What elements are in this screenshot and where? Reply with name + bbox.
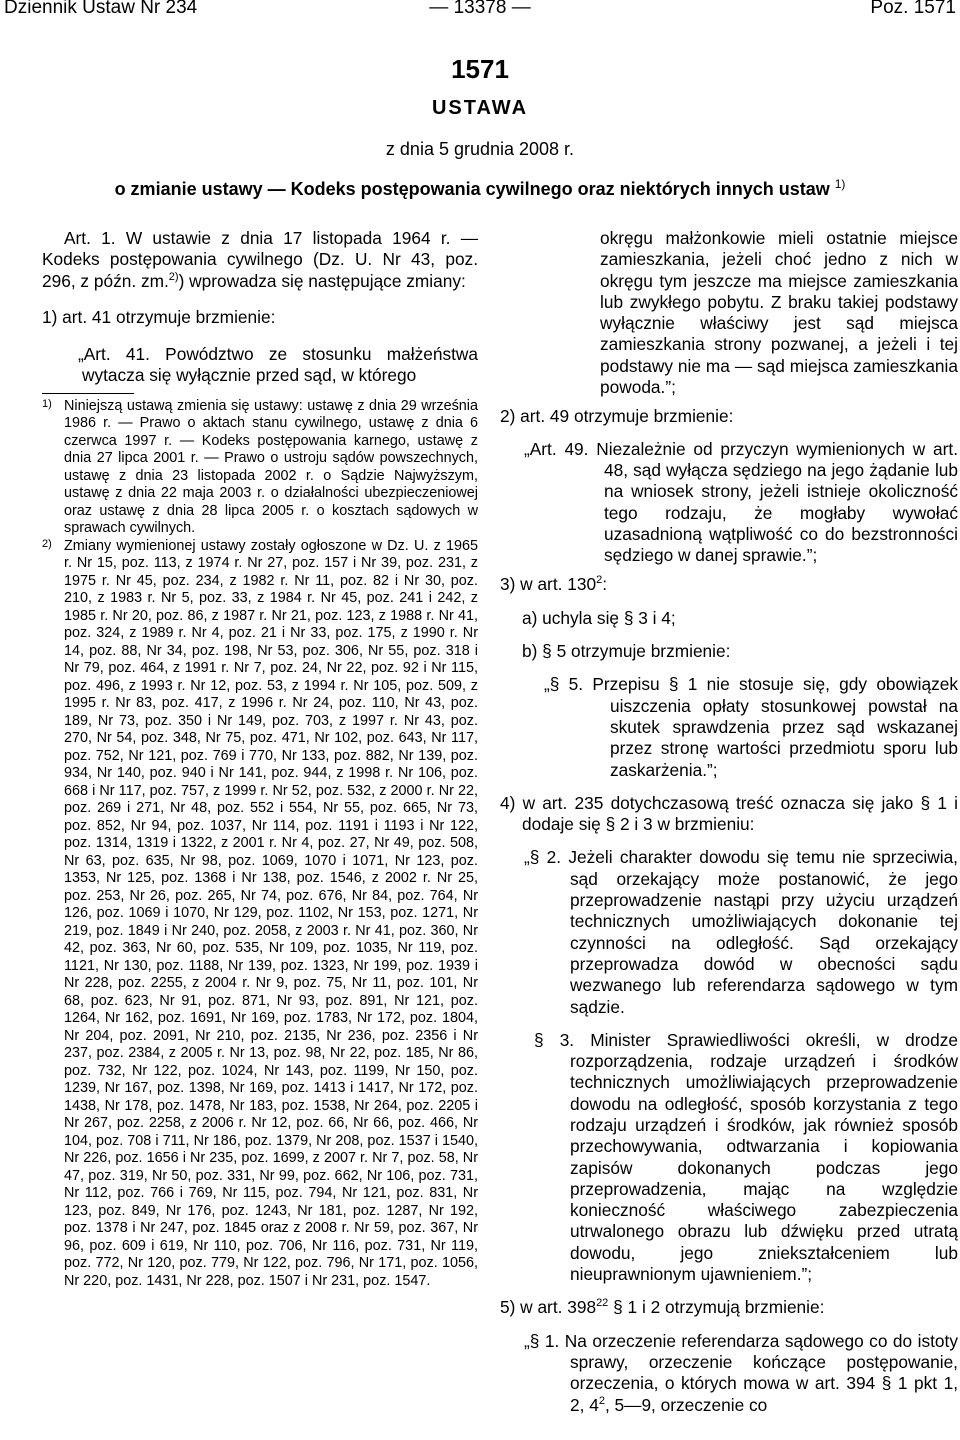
point-4: 4) w art. 235 dotychczasową treść oznacza się jako § 1 i dodaje się § 2 i 3 w brzmieniu: — [500, 792, 958, 835]
paragraph-1-text: Na orzeczenie referendarza sądowego co do istoty sprawy, orzeczenie kończące postępowanie, orzeczenia, o których mowa w art. 394 § 1 pkt 1, 2, 4 — [564, 1330, 958, 1415]
article-49-text: Niezależnie od przyczyn wymienionych w art. 48, sąd wyłącza sędziego na jego żądanie lub na wniosek strony, jeżeli istnieje okoliczność tego rodzaju, że mogłaby wywołać uzasadnioną wątpliwość co do bezstronności sędziego w danej sprawie.”; — [596, 438, 958, 566]
paragraph-2-text: Jeżeli charakter dowodu się temu nie sprzeciwia, sąd orzekający może postanowić, że jego przeprowadzenie nastąpi przy użyciu urządzeń technicznych umożliwiających dokonanie tej czynności na odległość. Sąd orzekający przeprowadza dowód w obecności sądu wezwanego lub referendarza sądowego w tym sądzie. — [568, 847, 958, 1017]
subject-footnote-ref: 1) — [834, 177, 846, 191]
article-1-text: Art. 1. W ustawie z dnia 17 listopada 1964 r. — Kodeks postępowania cywilnego (Dz. U. Nr 43, poz. 296, z późn. zm. — [42, 228, 478, 291]
position-number: Poz. 1571 — [870, 0, 956, 18]
paragraph-3-quote — [500, 1030, 958, 1286]
paragraph-2-quote — [500, 847, 958, 1017]
paragraph-1-quote — [500, 1331, 958, 1416]
article-1 — [42, 228, 478, 292]
act-number: 1571 — [451, 54, 509, 84]
footnote-2-mark: 2) — [42, 537, 52, 550]
left-column — [42, 228, 478, 1290]
paragraph-1-sup: 2 — [598, 1394, 605, 1407]
paragraph-5-label: „§ 5. — [544, 674, 584, 695]
page-number: — 13378 — — [429, 0, 531, 18]
paragraph-1-label: „§ 1. — [524, 1330, 560, 1351]
footnote-1-mark: 1) — [42, 397, 52, 410]
footnote-1 — [42, 398, 478, 538]
footnote-2 — [42, 538, 478, 1291]
point-5-end: § 1 i 2 otrzymują brzmienie: — [608, 1297, 825, 1318]
act-date: z dnia 5 grudnia 2008 r. — [385, 139, 575, 159]
footnote-2-text: Zmiany wymienionej ustawy zostały ogłoszone w Dz. U. z 1965 r. Nr 15, poz. 113, z 1974 r. Nr 27, poz. 157 i Nr 39, poz. 231, z 1975 r. Nr 45, poz. 234, z 1982 r. Nr 11, poz. 82 i Nr 30, poz. 210, z 1983 r. Nr 5, poz. 33, z 1984 r. Nr 45, poz. 241 i 242, z 1985 r. Nr 20, poz. 86, z 1987 r. Nr 21, poz. 123, z 1988 r. Nr 41, poz. 324, z 1989 r. Nr 4, poz. 21 i Nr 33, poz. 175, z 1990 r. Nr 14, poz. 88, Nr 34, poz. 198, Nr 53, poz. 306, Nr 55, poz. 318 i Nr 79, poz. 464, z 1991 r. Nr 7, poz. 24, Nr 22, poz. 92 i Nr 115, poz. 496, z 1993 r. Nr 12, poz. 53, z 1994 r. Nr 105, poz. 509, z 1995 r. Nr 83, poz. 417, z 1996 r. Nr 24, poz. 110, Nr 43, poz. 189, Nr 73, poz. 350 i Nr 149, poz. 703, z 1997 r. Nr 43, poz. 270, Nr 54, poz. 348, Nr 75, poz. 471, Nr 102, poz. 643, Nr 117, poz. 752, Nr 121, poz. 769 i 770, Nr 133, poz. 882, Nr 139, poz. 934, Nr 140, poz. 940 i Nr 141, poz. 944, z 1998 r. Nr 106, poz. 668 i Nr 117, poz. 757, z 1999 r. Nr 52, poz. 532, z 2000 r. Nr 22, poz. 269 i 271, Nr 48, poz. 552 i 554, Nr 55, poz. 665, Nr 73, poz. 852, Nr 94, poz. 1037, Nr 114, poz. 1191 i 1193 i Nr 122, poz. 1314, 1319 i 1322, z 2001 r. Nr 4, poz. 27, Nr 49, poz. 508, Nr 63, poz. 635, Nr 98, poz. 1069, 1070 i 1071, Nr 123, poz. 1353, Nr 125, poz. 1368 i Nr 138, poz. 1546, z 2002 r. Nr 25, poz. 253, Nr 26, poz. 265, Nr 74, poz. 676, Nr 84, poz. 764, Nr 126, poz. 1069 i 1070, Nr 129, poz. 1102, Nr 153, poz. 1271, Nr 219, poz. 1849 i Nr 240, poz. 2058, z 2003 r. Nr 41, poz. 360, Nr 42, poz. 363, Nr 60, poz. 535, Nr 109, poz. 1035, Nr 119, poz. 1121, Nr 130, poz. 1188, Nr 139, poz. 1323, Nr 199, poz. 1939 i Nr 228, poz. 2255, z 2004 r. Nr 9, poz. 75, Nr 11, poz. 101, Nr 68, poz. 623, Nr 91, poz. 871, Nr 93, poz. 891, Nr 121, poz. 1264, Nr 162, poz. 1691, Nr 169, poz. 1783, Nr 172, poz. 1804, Nr 204, poz. 2091, Nr 210, poz. 2135, Nr 236, poz. 2356 i Nr 237, poz. 2384, z 2005 r. Nr 13, poz. 98, Nr 22, poz. 185, Nr 86, poz. 732, Nr 122, poz. 1024, Nr 143, poz. 1199, Nr 150, poz. 1239, Nr 167, poz. 1398, Nr 169, poz. 1413 i 1417, Nr 172, poz. 1438, Nr 178, poz. 1478, Nr 183, poz. 1538, Nr 264, poz. 2205 i Nr 267, poz. 2258, z 2006 r. Nr 12, poz. 66, Nr 66, poz. 466, Nr 104, poz. 708 i 711, Nr 186, poz. 1379, Nr 208, poz. 1537 i 1540, Nr 226, poz. 1656 i Nr 235, poz. 1699, z 2007 r. Nr 7, poz. 58, Nr 47, poz. 319, Nr 50, poz. 331, Nr 99, poz. 662, Nr 106, poz. 731, Nr 112, poz. 766 i 769, Nr 115, poz. 794, Nr 121, poz. 831, Nr 123, poz. 849, Nr 176, poz. 1243, Nr 181, poz. 1287, Nr 192, poz. 1378 i Nr 247, poz. 1845 oraz z 2008 r. Nr 59, poz. 367, Nr 96, poz. 609 i 619, Nr 110, poz. 706, Nr 116, poz. 731, Nr 119, poz. 772, Nr 120, poz. 779, Nr 122, poz. 796, Nr 171, poz. 1056, Nr 220, poz. 1431, Nr 228, poz. 1507 i Nr 231, poz. 1547. — [64, 537, 478, 1289]
point-2: 2) art. 49 otrzymuje brzmienie: — [500, 406, 734, 427]
point-5-sup: 22 — [596, 1297, 609, 1310]
point-5 — [500, 1297, 958, 1318]
point-3-colon: : — [602, 574, 607, 595]
point-3-sup: 2 — [596, 574, 603, 587]
article-41-continuation: okręgu małżonkowie mieli ostatnie miejsce zamieszkania, jeżeli choć jedno z nich w okręgu tym jeszcze ma miejsce zamieszkania lub zwykłego pobytu. Z braku takiej podstawy wyłącznie właściwy jest sąd miejsca zamieszkania strony pozwanej, a jeżeli i tej podstawy nie ma — sąd miejsca zamieszkania powoda.”; — [600, 228, 958, 398]
point-3 — [500, 574, 958, 595]
running-header — [0, 0, 960, 22]
paragraph-1-end: , 5—9, orzeczenie co — [604, 1394, 768, 1415]
point-5-text: 5) w art. 398 — [500, 1297, 597, 1318]
footnote-1-text: Niniejszą ustawą zmienia się ustawy: ustawę z dnia 29 września 1986 r. — Prawo o aktach stanu cywilnego, ustawę z dnia 6 czerwca 1997 r. — Kodeks postępowania karnego, ustawę z dnia 27 lipca 2001 r. — Prawo o ustroju sądów powszechnych, ustawę z dnia 23 listopada 2002 r. o Sądzie Najwyższym, ustawę z dnia 22 maja 2003 r. o działalności ubezpieczeniowej oraz ustawę z dnia 28 lipca 2005 r. o kosztach sądowych w sprawach cywilnych. — [64, 397, 478, 537]
footnote-ref-2: 2) — [168, 270, 179, 283]
paragraph-3-label: § 3. — [534, 1029, 575, 1050]
article-49-quote — [500, 439, 958, 567]
right-column — [500, 228, 958, 1416]
paragraph-5-quote — [500, 674, 958, 780]
paragraph-5-text: Przepisu § 1 nie stosuje się, gdy obowiązek uiszczenia opłaty stosunkowej powstał na skutek sprawdzenia przez sąd wskazanej przez stronę wartości przedmiotu sporu lub zaskarżenia.”; — [592, 674, 958, 780]
point-3-text: 3) w art. 130 — [500, 574, 597, 595]
act-type: USTAWA — [431, 97, 529, 119]
act-subject-text: o zmianie ustawy — Kodeks postępowania cywilnego oraz niektórych innych ustaw — [114, 179, 830, 199]
point-3a: a) uchyla się § 3 i 4; — [522, 607, 676, 628]
footnote-separator — [42, 393, 134, 394]
journal-title: Dziennik Ustaw Nr 234 — [4, 0, 198, 18]
point-3b: b) § 5 otrzymuje brzmienie: — [522, 641, 731, 662]
article-41-quote: „Art. 41. Powództwo ze stosunku małżeństwa wytacza się wyłącznie przed sąd, w którego — [78, 344, 478, 386]
paragraph-3-text: Minister Sprawiedliwości określi, w drodze rozporządzenia, rodzaje urządzeń i środków technicznych umożliwiających przeprowadzenie dowodu na odległość, sposób korzystania z tego rodzaju urządzeń i środków, jak również sposób przechowywania, odtwarzania i kopiowania zapisów dokonanych podczas jego przeprowadzenia, mając na względzie konieczność właściwego zabezpieczenia utrwalonego obrazu lub dźwięku przed utratą dowodu, jego zniekształceniem lub nieuprawnionym ujawnieniem.”; — [570, 1029, 958, 1285]
point-1: 1) art. 41 otrzymuje brzmienie: — [42, 306, 276, 327]
article-49-label: „Art. 49. — [524, 438, 589, 459]
act-subject — [0, 178, 960, 200]
paragraph-2-label: „§ 2. — [524, 847, 562, 868]
article-1-end: ) wprowadza się następujące zmiany: — [178, 270, 466, 291]
